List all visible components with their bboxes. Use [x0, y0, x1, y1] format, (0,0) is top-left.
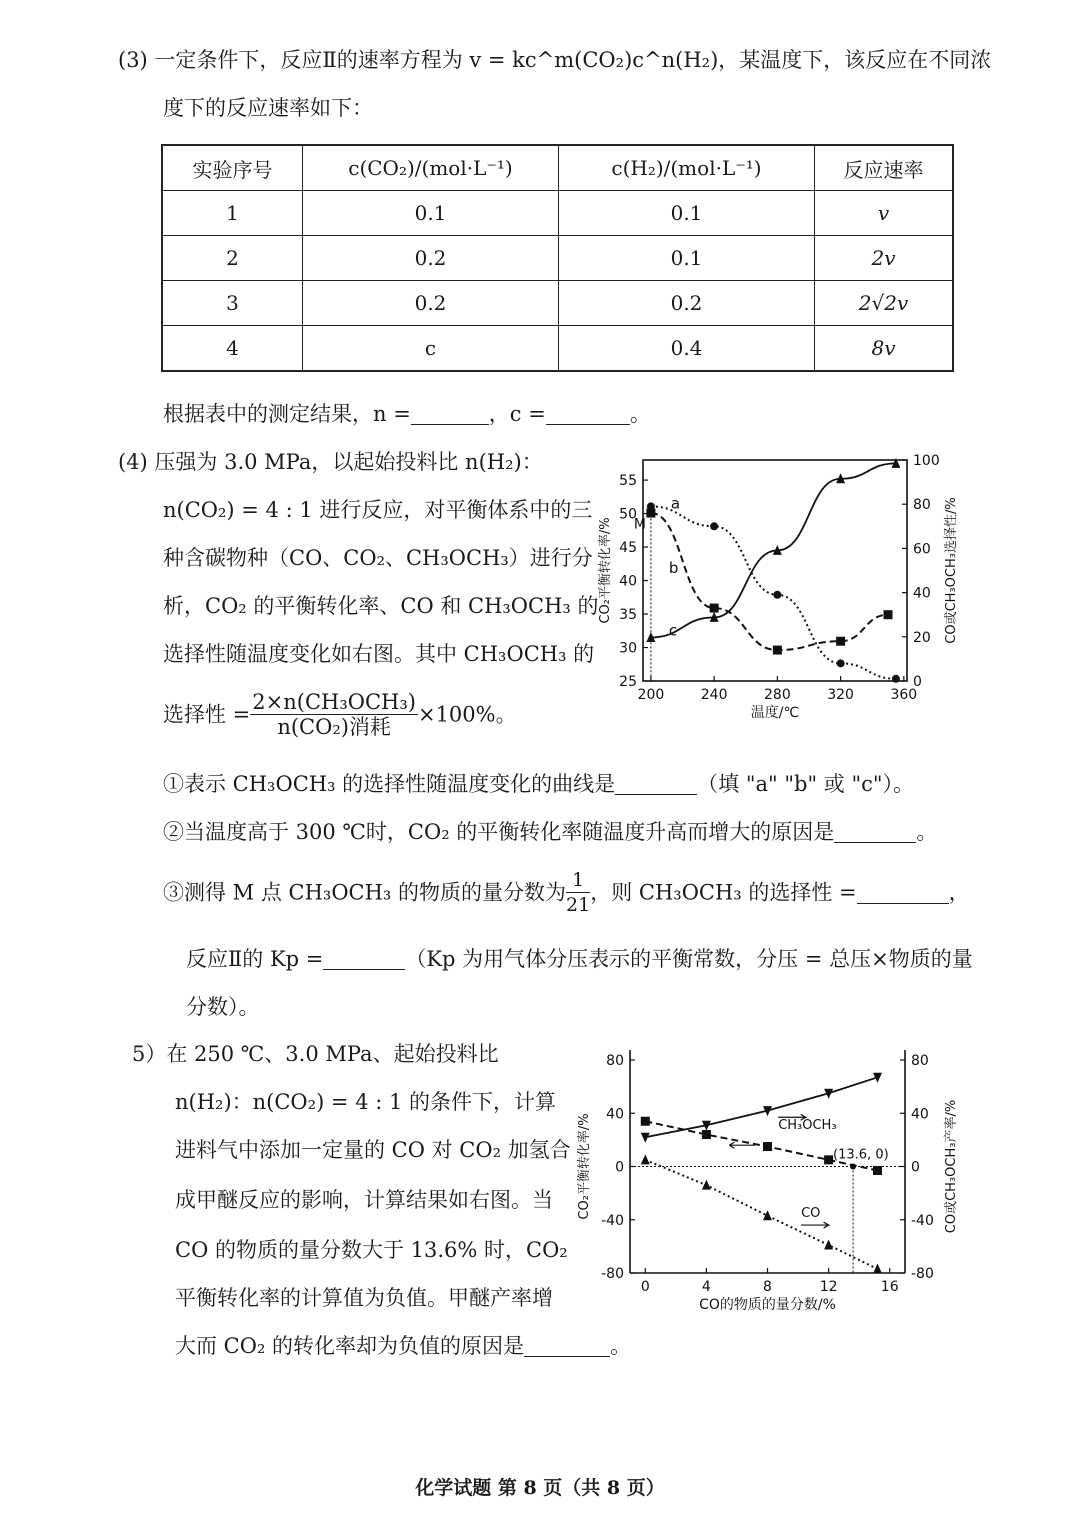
y2-tick-label: 80 — [913, 497, 931, 514]
table-header: c(H₂)/(mol·L⁻¹) — [559, 145, 815, 191]
table-row — [162, 326, 953, 372]
answer-blank-curve[interactable] — [615, 772, 697, 795]
data-point-CO — [702, 1180, 711, 1190]
y2-tick-label: 40 — [913, 585, 931, 602]
table-cell: 0.1 — [559, 236, 815, 281]
q5-line: 成甲醚反应的影响，计算结果如右图。当 — [175, 1188, 553, 1212]
table-row — [162, 281, 953, 326]
data-point-b — [773, 646, 782, 655]
sel-numerator: 2×n(CH₃OCH₃) — [252, 690, 416, 714]
sel-tail: ×100%。 — [417, 702, 517, 727]
y-tick-label: 40 — [606, 1106, 624, 1123]
y-tick-label: 30 — [619, 640, 637, 657]
y-tick-label: 35 — [619, 607, 637, 624]
q4-sub3-line3: 分数）。 — [186, 995, 260, 1019]
series-line-b — [651, 513, 888, 650]
table-cell: 2√2v — [815, 281, 954, 326]
y-tick-label: 50 — [619, 506, 637, 523]
q4-line: n(CO₂) = 4 : 1 进行反应，对平衡体系中的三 — [163, 498, 593, 522]
table-row — [162, 191, 953, 236]
arrow-left-icon — [729, 1142, 755, 1148]
q3-text-c: 。 — [629, 402, 651, 426]
data-point-a — [892, 675, 900, 683]
kp-text: 反应Ⅱ的 Kp = — [186, 947, 324, 971]
series-label-b: b — [668, 559, 679, 578]
table-cell: 2v — [815, 236, 954, 281]
y2-tick-label: 80 — [911, 1053, 929, 1069]
y-axis-label: CO₂平衡转化率/% — [598, 517, 613, 624]
mole-fraction — [566, 868, 590, 917]
series-line-CO — [645, 1160, 877, 1269]
table-cell: c — [303, 326, 559, 372]
q3-text-b: ，c = — [488, 402, 546, 426]
q5-end: 。 — [610, 1334, 632, 1358]
selectivity-formula — [163, 690, 517, 750]
y-tick-label: -40 — [601, 1212, 624, 1229]
point-label-m: M — [633, 516, 646, 533]
x-tick-label: 16 — [880, 1279, 899, 1295]
y2-tick-label: 0 — [913, 674, 922, 690]
table-cell: 0.2 — [559, 281, 815, 326]
data-point-a — [710, 522, 718, 530]
table-cell: 1 — [162, 191, 303, 236]
q3-line2: 度下的反应速率如下： — [163, 96, 373, 120]
q5-line: 5）在 250 ℃、3.0 MPa、起始投料比 — [132, 1042, 499, 1066]
table-cell: 0.4 — [559, 326, 815, 372]
q4-line: 种含碳物种（CO、CO₂、CH₃OCH₃）进行分 — [163, 546, 593, 570]
sub3-text: ③测得 M 点 CH₃OCH₃ 的物质的量分数为 — [163, 880, 567, 905]
y-tick-label: -80 — [601, 1266, 624, 1282]
sub1-text: ①表示 CH₃OCH₃ 的选择性随温度变化的曲线是 — [163, 772, 616, 796]
y-tick-label: 45 — [619, 540, 637, 557]
table-cell: 8v — [815, 326, 954, 372]
y2-tick-label: 40 — [911, 1106, 929, 1123]
q5-line: CO 的物质的量分数大于 13.6% 时，CO₂ — [175, 1238, 568, 1262]
y-tick-label: 55 — [619, 473, 637, 490]
y2-tick-label: -40 — [911, 1212, 934, 1229]
x-tick-label: 0 — [640, 1279, 650, 1295]
series-label-c: c — [668, 621, 678, 640]
y2-tick-label: -80 — [911, 1266, 934, 1282]
series-line-CO₂ — [645, 1121, 877, 1170]
sub1-hint: （填 "a" "b" 或 "c"）。 — [697, 772, 915, 796]
kp-note: （Kp 为用气体分压表示的平衡常数，分压 = 总压×物质的量 — [405, 947, 973, 971]
data-point-CO — [824, 1240, 833, 1250]
q5-line: 平衡转化率的计算值为负值。甲醚产率增 — [175, 1286, 553, 1310]
annotation-point — [850, 1164, 856, 1170]
data-point-b — [884, 610, 893, 619]
data-point-CO₂ — [873, 1166, 882, 1175]
y-tick-label: 0 — [615, 1159, 624, 1176]
fraction-numerator: 1 — [566, 868, 590, 893]
data-point-a — [837, 659, 845, 667]
series-label-ch3och3: CH₃OCH₃ — [778, 1118, 837, 1134]
x-tick-label: 360 — [890, 687, 918, 703]
q5-text: 大而 CO₂ 的转化率却为负值的原因是 — [175, 1334, 525, 1358]
answer-blank-selectivity[interactable] — [857, 881, 949, 904]
q4-line: 析，CO₂ 的平衡转化率、CO 和 CH₃OCH₃ 的 — [163, 594, 599, 618]
answer-blank-reason[interactable] — [834, 820, 916, 843]
series-label-a: a — [670, 494, 681, 513]
data-point-CO — [641, 1154, 650, 1164]
x-axis-label: 温度/℃ — [750, 705, 800, 721]
answer-blank-c[interactable] — [546, 402, 630, 425]
table-header: c(CO₂)/(mol·L⁻¹) — [303, 145, 559, 191]
x-tick-label: 8 — [763, 1279, 772, 1295]
annotation-label: (13.6, 0) — [833, 1147, 889, 1163]
data-point-b — [836, 637, 845, 646]
x-tick-label: 240 — [700, 687, 728, 703]
table-header: 实验序号 — [162, 145, 303, 191]
q5-line: n(H₂)：n(CO₂) = 4 : 1 的条件下，计算 — [175, 1090, 557, 1114]
table-cell: 0.2 — [303, 236, 559, 281]
data-point-CH₃OCH₃ — [641, 1133, 650, 1143]
data-point-b — [710, 604, 719, 613]
y2-tick-label: 100 — [913, 453, 940, 469]
y2-axis-label: CO或CH₃OCH₃选择性/% — [944, 497, 959, 644]
x-tick-label: 200 — [637, 687, 665, 703]
data-point-a — [773, 591, 781, 599]
fraction-denominator: 21 — [566, 894, 591, 916]
y2-tick-label: 20 — [913, 629, 931, 646]
y-tick-label: 80 — [606, 1053, 624, 1069]
data-point-CO — [873, 1264, 882, 1274]
table-cell: 0.2 — [303, 281, 559, 326]
series-label-co: CO — [801, 1206, 821, 1222]
table-header-row — [162, 145, 953, 191]
rate-table — [161, 144, 954, 372]
data-point-CO₂ — [702, 1130, 711, 1139]
answer-blank-n[interactable] — [411, 402, 489, 425]
x-axis-label: CO的物质的量分数/% — [699, 1297, 836, 1313]
y-tick-label: 40 — [619, 573, 637, 590]
y2-tick-label: 60 — [913, 541, 931, 558]
y2-axis-label: CO或CH₃OCH₃产率/% — [944, 1099, 959, 1234]
data-point-CO₂ — [824, 1155, 833, 1164]
x-tick-label: 12 — [819, 1279, 838, 1295]
data-point-CO₂ — [641, 1117, 650, 1126]
x-tick-label: 4 — [701, 1279, 711, 1295]
table-cell: 2 — [162, 236, 303, 281]
table-cell: 4 — [162, 326, 303, 372]
table-cell: 0.1 — [303, 191, 559, 236]
answer-blank-q5[interactable] — [524, 1334, 610, 1357]
sel-fraction — [250, 690, 418, 739]
q4-sub1 — [163, 770, 914, 798]
page-footer: 化学试题 第 8 页（共 8 页） — [415, 1477, 665, 1499]
q4-sub3-line2 — [186, 945, 973, 973]
q4-line: 选择性随温度变化如右图。其中 CH₃OCH₃ 的 — [163, 642, 595, 666]
y-tick-label: 25 — [619, 674, 637, 690]
table-header: 反应速率 — [815, 145, 954, 191]
table-cell: 3 — [162, 281, 303, 326]
sub2-end: 。 — [916, 820, 938, 844]
sel-label: 选择性 = — [163, 702, 251, 727]
q3-line1: (3) 一定条件下，反应Ⅱ的速率方程为 v = kc^m(CO₂)c^n(H₂)，某温度下，该反应在不同浓 — [118, 48, 992, 72]
sel-denominator: n(CO₂)消耗 — [277, 715, 391, 739]
q5-line: 进料气中添加一定量的 CO 对 CO₂ 加氢合 — [175, 1138, 571, 1162]
y-axis-label: CO₂平衡转化率/% — [577, 1113, 592, 1220]
q3-answer-line — [163, 400, 651, 428]
sub3-comma: ， — [948, 880, 970, 905]
q4-sub2 — [163, 818, 937, 846]
chart-co-fraction — [575, 1045, 975, 1330]
series-line-c — [651, 463, 896, 640]
q4-line: (4) 压强为 3.0 MPa，以起始投料比 n(H₂)： — [118, 450, 543, 474]
sub3-text-b: ，则 CH₃OCH₃ 的选择性 = — [590, 880, 857, 905]
q4-sub3 — [163, 868, 970, 924]
q3-text-a: 根据表中的测定结果，n = — [163, 402, 411, 426]
table-cell: v — [815, 191, 954, 236]
table-cell: 0.1 — [559, 191, 815, 236]
sub2-text: ②当温度高于 300 ℃时，CO₂ 的平衡转化率随温度升高而增大的原因是 — [163, 820, 835, 844]
chart-temperature — [595, 445, 970, 735]
table-row — [162, 236, 953, 281]
x-tick-label: 320 — [827, 687, 854, 703]
answer-blank-kp[interactable] — [323, 947, 405, 970]
arrow-right-icon — [801, 1222, 829, 1228]
y2-tick-label: 0 — [911, 1159, 920, 1176]
data-point-CO₂ — [763, 1142, 772, 1151]
q5-last-line — [175, 1332, 631, 1360]
x-tick-label: 280 — [764, 687, 791, 703]
